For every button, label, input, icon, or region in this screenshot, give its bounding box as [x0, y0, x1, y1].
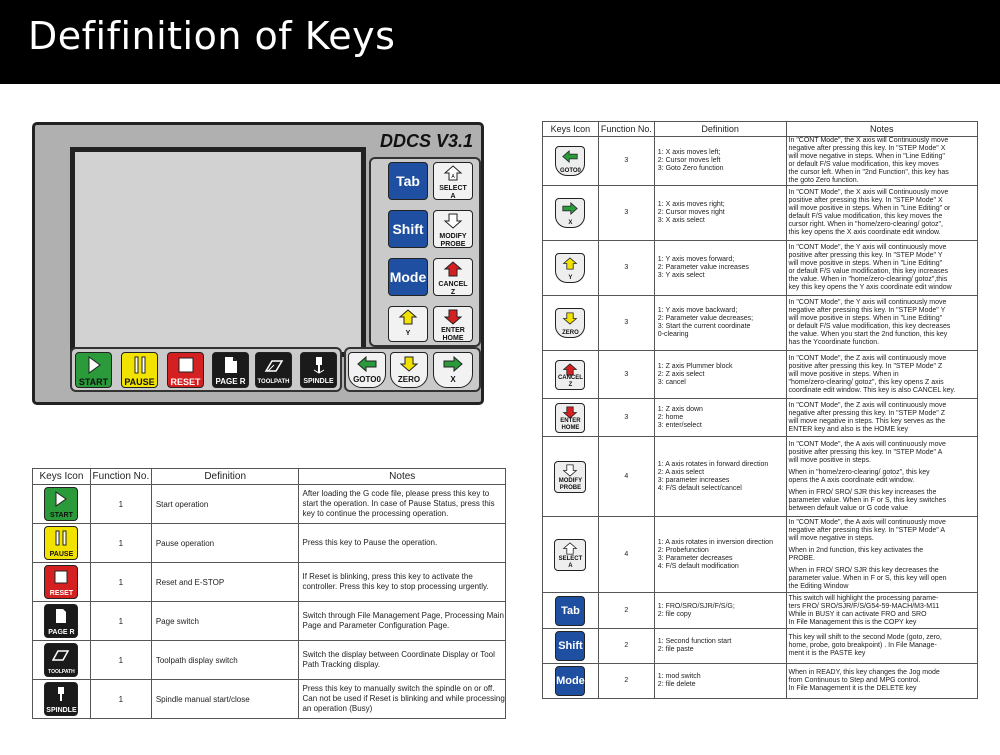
- key-icon-cell: [543, 241, 599, 296]
- reset-key-label: RESET: [170, 377, 201, 387]
- goto0-key: [348, 352, 386, 388]
- notes: In "CONT Mode", the Y axis will continuously move positive after pressing this key. In "STEP Mode" Y will move positive in steps. When in "Line Editing" or default F/S value modification, this key increases the value. When in "home/zero-clearing/ gotoz",this key this key opens the Y axis coordinate edit window: [786, 241, 977, 296]
- start-key: [75, 352, 112, 388]
- enter-key-icon: ENTER HOME: [555, 403, 585, 433]
- definition: 1: X axis moves right; 2: Cursor moves right 3: X axis select: [654, 186, 786, 241]
- goto0-key-label: GOTO0: [353, 375, 381, 384]
- enter-key-label: ENTER: [441, 327, 465, 334]
- table-row: [543, 186, 978, 241]
- table-row: [33, 602, 506, 641]
- function-no: 1: [90, 641, 151, 680]
- key-icon-cell: [543, 351, 599, 399]
- table-row: [33, 641, 506, 680]
- function-no: 2: [598, 664, 654, 699]
- controller-screen: [70, 147, 366, 357]
- definition: 1: A axis rotates in inversion direction 2: Probefunction 3: Parameter decreases 4: F/S default modification: [654, 517, 786, 593]
- header-keys-icon: Keys Icon: [543, 122, 599, 137]
- spindle-icon: [311, 356, 327, 374]
- function-no: 1: [90, 563, 151, 602]
- mode-key: Mode: [388, 258, 428, 296]
- definition: Spindle manual start/close: [151, 680, 299, 719]
- cancel-key-icon: CANCEL Z: [555, 360, 585, 390]
- y-key: [388, 306, 428, 342]
- function-no: 4: [598, 437, 654, 517]
- select-key: [433, 162, 473, 200]
- pause-key: [121, 352, 158, 388]
- key-icon-cell: [543, 437, 599, 517]
- function-no: 2: [598, 629, 654, 664]
- header-function-no: Function No.: [598, 122, 654, 137]
- key-icon-cell: [33, 485, 91, 524]
- table-row: [543, 399, 978, 437]
- notes: This switch will highlight the processing parame- ters FRO/ SRO/SJR/F/S/G54-59-MACH/M3-M11 While in BUSY it can activate FRO and SRO In File Management this is the COPY key: [786, 593, 977, 629]
- shift-key: Shift: [388, 210, 428, 248]
- definition: Page switch: [151, 602, 299, 641]
- arrow-down-red-icon: [443, 309, 463, 325]
- pause-icon: [132, 356, 148, 374]
- notes: This key will shift to the second Mode (goto, zero, home, probe, goto breakpoint) . In File Manage- ment it is the PASTE key: [786, 629, 977, 664]
- notes: Switch through File Management Page, Processing Main Page and Parameter Configuration Page.: [299, 602, 506, 641]
- function-no: 2: [598, 593, 654, 629]
- title-bar: [0, 0, 1000, 84]
- axis-keys-table: [542, 121, 978, 699]
- y-key-label: Y: [405, 330, 411, 337]
- modify-key-sub: PROBE: [440, 241, 466, 248]
- function-no: 3: [598, 399, 654, 437]
- function-no: 4: [598, 517, 654, 593]
- table-header-row: [33, 469, 506, 485]
- tab-key-icon: Tab: [555, 596, 585, 626]
- key-icon-cell: [33, 641, 91, 680]
- function-no: 1: [90, 524, 151, 563]
- zero-key-icon: ZERO: [555, 308, 585, 338]
- definition: Start operation: [151, 485, 299, 524]
- page-r-key: [212, 352, 249, 388]
- page-icon: [223, 356, 239, 374]
- definition: 1: Y axis moves forward; 2: Parameter value increases 3: Y axis select: [654, 241, 786, 296]
- key-icon-cell: [543, 137, 599, 186]
- table-header-row: [543, 122, 978, 137]
- key-icon-cell: [33, 680, 91, 719]
- cancel-key: [433, 258, 473, 296]
- table-row: [543, 137, 978, 186]
- toolpath-icon: [264, 357, 284, 373]
- key-icon-cell: [543, 629, 599, 664]
- table-row: [543, 664, 978, 699]
- start-key-icon: START: [44, 487, 78, 521]
- arrow-right-green-icon: [443, 356, 463, 372]
- notes: In "CONT Mode", the X axis will Continuously move positive after pressing this key. In "STEP Mode" X will move positive in steps. When in "Line Editing" or default F/S value modification, this key moves the cursor right. When in "home/zero-clearing/ gotoz", this key opens the X axis coordinate edit window.: [786, 186, 977, 241]
- pause-key-icon: PAUSE: [44, 526, 78, 560]
- definition: Toolpath display switch: [151, 641, 299, 680]
- start-key-label: START: [78, 377, 109, 387]
- notes: Press this key to manually switch the spindle on or off. Can not be used if Reset is blinking and while processing an operation (Busy): [299, 680, 506, 719]
- notes: After loading the G code file, please press this key to start the operation. In case of Pause Status, press this key to continue the processing operation.: [299, 485, 506, 524]
- arrow-left-green-icon: [357, 356, 377, 372]
- definition: 1: Z axis Plummer block 2: Z axis select 3: cancel: [654, 351, 786, 399]
- notes: In "CONT Mode", the Z axis will continuously move negative after pressing this key. In "STEP Mode" Z will move negative in steps. This key serves as the ENTER key and also is the HOME key: [786, 399, 977, 437]
- reset-key: [167, 352, 204, 388]
- mode-key-icon: Mode: [555, 666, 585, 696]
- definition: 1: Second function start 2: file paste: [654, 629, 786, 664]
- function-no: 3: [598, 186, 654, 241]
- reset-key-icon: RESET: [44, 565, 78, 599]
- shift-key-icon: Shift: [555, 631, 585, 661]
- select-key-sub: A: [450, 193, 456, 200]
- notes: In "CONT Mode", the A axis will continuously move positive after pressing this key. In "STEP Mode" A will move positive in steps. When in "home/zero-clearing/ gotoz", this key opens the A axis coordinate edit window. When in FRO/ SRO/ SJR this key increases the parameter value. When in F or S, this key switches between default value or G code value: [786, 437, 977, 517]
- arrow-down-yellow-icon: [399, 356, 419, 372]
- controller-illustration: [32, 122, 484, 405]
- tab-key: Tab: [388, 162, 428, 200]
- notes: In "CONT Mode", the Y axis will continuously move negative after pressing this key. In "STEP Mode" Y will move positive in steps. When in "Line Editing" or default F/S value modification, this key decreases the value. When you start the 2nd function, this key has the Ycoordinate function.: [786, 296, 977, 351]
- spindle-key-label: SPINDLE: [303, 378, 334, 385]
- key-icon-cell: [543, 593, 599, 629]
- arrow-up-yellow-icon: [398, 309, 418, 325]
- table-row: [543, 593, 978, 629]
- definition: Reset and E-STOP: [151, 563, 299, 602]
- x-key-icon: X: [555, 198, 585, 228]
- goto0-key-icon: GOTO0: [555, 146, 585, 176]
- modify-key-icon: MODIFY PROBE: [554, 461, 586, 493]
- svg-text:A: A: [451, 174, 455, 180]
- definition: 1: mod switch 2: file delete: [654, 664, 786, 699]
- key-icon-cell: [543, 664, 599, 699]
- table-row: [543, 517, 978, 593]
- key-icon-cell: [543, 296, 599, 351]
- x-key-label: X: [450, 375, 456, 384]
- function-no: 1: [90, 680, 151, 719]
- header-definition: Definition: [151, 469, 299, 485]
- header-notes: Notes: [299, 469, 506, 485]
- function-no: 3: [598, 137, 654, 186]
- table-row: [543, 241, 978, 296]
- page-r-key-icon: PAGE R: [44, 604, 78, 638]
- function-no: 3: [598, 351, 654, 399]
- notes: In "CONT Mode", the A axis will continuously move negative after pressing this key. In "STEP Mode" A will move negative in steps. When in 2nd function, this key activates the PROBE. When in FRO/ SRO/ SJR this key decreases the parameter value. When in F or S, this key will open the Editing Window: [786, 517, 977, 593]
- table-row: [543, 351, 978, 399]
- definition: 1: Z axis down 2: home 3: enter/select: [654, 399, 786, 437]
- header-keys-icon: Keys Icon: [33, 469, 91, 485]
- function-no: 1: [90, 485, 151, 524]
- key-icon-cell: [33, 524, 91, 563]
- cancel-key-sub: Z: [450, 289, 456, 296]
- stop-icon: [178, 356, 194, 374]
- table-row: [33, 680, 506, 719]
- table-row: [33, 563, 506, 602]
- key-icon-cell: [33, 563, 91, 602]
- definition: 1: Y axis move backward; 2: Parameter value decreases; 3: Start the current coordinate 0-clearing: [654, 296, 786, 351]
- notes: When in READY, this key changes the Jog mode from Continuous to Step and MPG control. In File Management it is the DELETE key: [786, 664, 977, 699]
- zero-key-label: ZERO: [397, 375, 421, 384]
- x-key: [433, 352, 473, 388]
- definition: 1: A axis rotates in forward direction 2: A axis select 3: parameter increases 4: F/S default select/cancel: [654, 437, 786, 517]
- notes: If Reset is blinking, press this key to activate the controller. Press this key to stop processing urgently.: [299, 563, 506, 602]
- notes: In "CONT Mode", the X axis will Continuously move negative after pressing this key. In "STEP Mode" X will move negative in steps. When in "Line Editing" or default F/S value modification, this key moves the cursor left. When in "2nd Function", this key has the goto Zero function.: [786, 137, 977, 186]
- function-no: 3: [598, 241, 654, 296]
- y-key-icon: Y: [555, 253, 585, 283]
- key-icon-cell: [543, 399, 599, 437]
- notes: In "CONT Mode", the Z axis will continuously move positive after pressing this key. In "STEP Mode" Z will move positive in steps. When in "home/zero-clearing/ gotoz", this key opens Z axis coordinate edit window. This key is also CANCEL key.: [786, 351, 977, 399]
- definition: 1: FRO/SRO/SJR/F/S/G; 2: file copy: [654, 593, 786, 629]
- definition: 1: X axis moves left; 2: Cursor moves left 3: Goto Zero function: [654, 137, 786, 186]
- function-no: 3: [598, 296, 654, 351]
- header-definition: Definition: [654, 122, 786, 137]
- toolpath-key: [255, 352, 292, 388]
- arrow-down-outline-icon: [443, 213, 463, 229]
- enter-key: [433, 306, 473, 342]
- function-keys-table: [32, 468, 506, 719]
- arrow-left-outline-icon: [443, 165, 463, 181]
- key-icon-cell: [543, 517, 599, 593]
- table-row: [543, 296, 978, 351]
- definition: Pause operation: [151, 524, 299, 563]
- notes: Switch the display between Coordinate Display or Tool Path Tracking display.: [299, 641, 506, 680]
- controller-brand: DDCS V3.1: [380, 131, 474, 151]
- modify-key: [433, 210, 473, 248]
- page-title: Defifinition of Keys: [28, 14, 396, 58]
- table-row: [33, 485, 506, 524]
- play-icon: [86, 356, 102, 374]
- page-r-key-label: PAGE R: [215, 377, 246, 386]
- table-row: [543, 629, 978, 664]
- spindle-key-icon: SPINDLE: [44, 682, 78, 716]
- select-key-icon: SELECT A: [554, 539, 586, 571]
- key-icon-cell: [33, 602, 91, 641]
- toolpath-key-label: TOOLPATH: [257, 379, 290, 385]
- select-key-label: SELECT: [439, 185, 467, 192]
- zero-key: [390, 352, 428, 388]
- notes: Press this key to Pause the operation.: [299, 524, 506, 563]
- spindle-key: [300, 352, 337, 388]
- header-notes: Notes: [786, 122, 977, 137]
- function-no: 1: [90, 602, 151, 641]
- table-row: [33, 524, 506, 563]
- enter-key-sub: HOME: [442, 335, 464, 342]
- modify-key-label: MODIFY: [439, 233, 467, 240]
- key-icon-cell: [543, 186, 599, 241]
- pause-key-label: PAUSE: [124, 377, 155, 387]
- arrow-up-red-icon: [443, 261, 463, 277]
- header-function-no: Function No.: [90, 469, 151, 485]
- cancel-key-label: CANCEL: [438, 281, 468, 288]
- toolpath-key-icon: TOOLPATH: [44, 643, 78, 677]
- table-row: [543, 437, 978, 517]
